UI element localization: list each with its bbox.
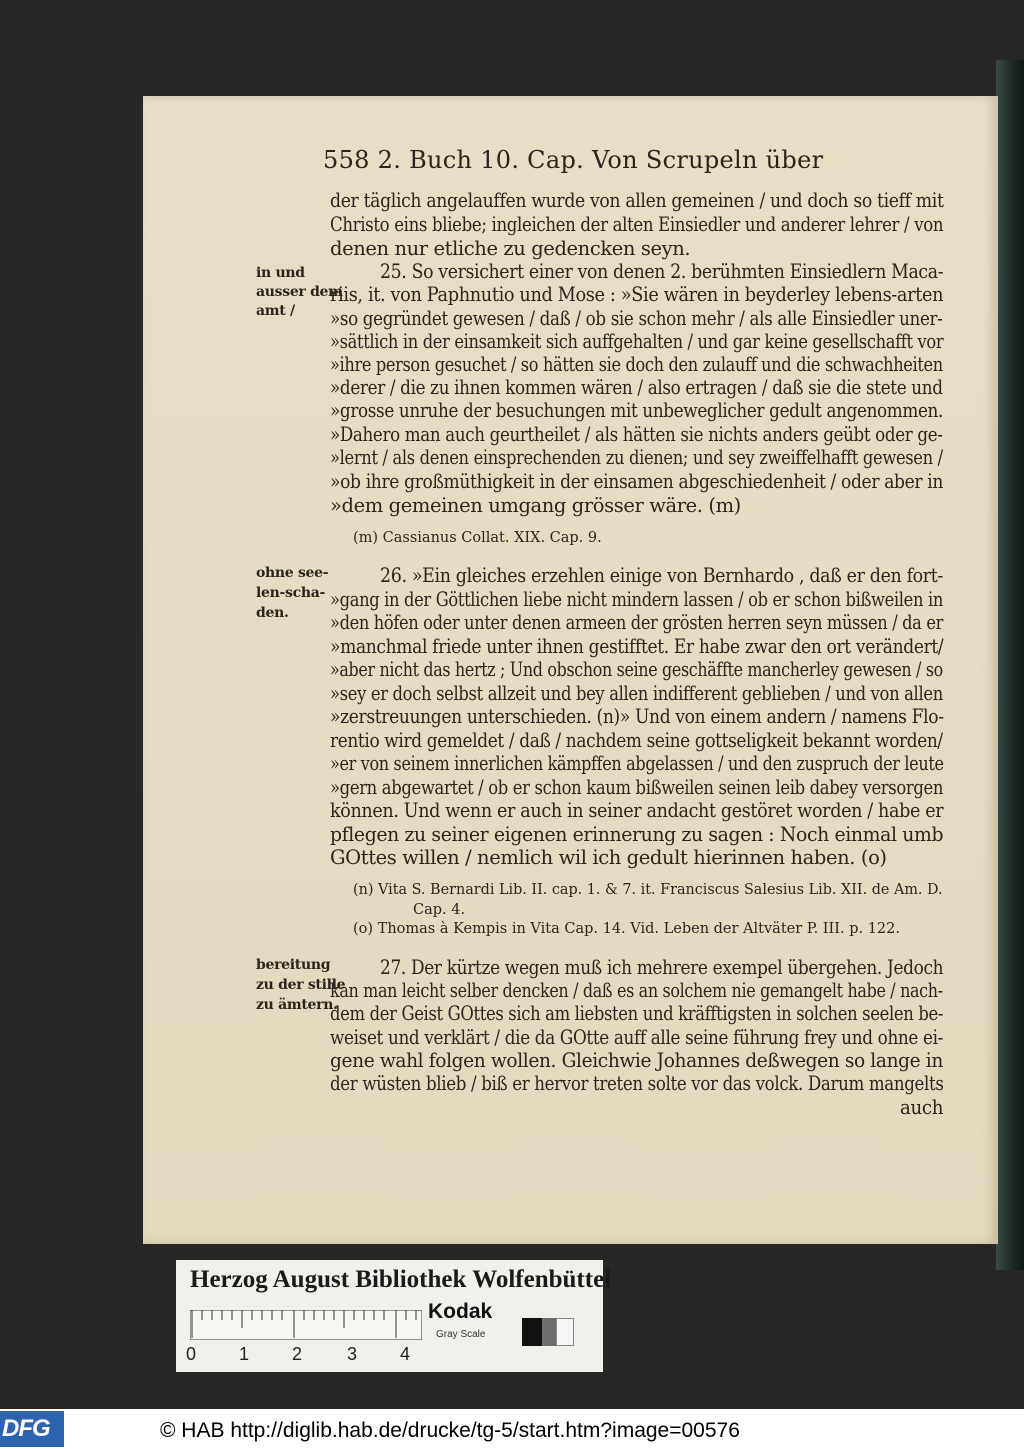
margin-note-line: len-scha- <box>256 585 325 601</box>
text-line: »er von seinem innerlichen kämpffen abgelassen / und den zuspruch der leute <box>330 752 944 775</box>
library-name: Herzog August Bibliothek Wolfenbüttel <box>190 1266 612 1293</box>
text-line: »gern abgewartet / ob er schon kaum bißweilen seinen leib dabey versorgen <box>330 776 944 799</box>
ruler-number: 1 <box>239 1344 250 1364</box>
dfg-logo-text: DFG <box>2 1415 50 1442</box>
margin-note-line: ausser dem <box>256 284 343 300</box>
text-line: rentio wird gemeldet / daß / nachdem seine gottseligkeit bekannt worden/ <box>330 729 943 752</box>
ruler-number: 2 <box>292 1344 303 1364</box>
text-line: »gang in der Göttlichen liebe nicht mindern lassen / ob er schon bißweilen in <box>330 588 944 611</box>
margin-note-line: bereitung <box>256 957 331 973</box>
text-line: kan man leicht selber dencken / daß es an solchem nie gemangelt habe / nach- <box>330 979 943 1002</box>
footnote-n: (n) Vita S. Bernardi Lib. II. cap. 1. & 7. it. Franciscus Salesius Lib. XII. de Am. D. <box>353 882 943 898</box>
catchword: auch <box>900 1096 944 1119</box>
text-line: dem der Geist GOttes sich am liebsten und kräfftigsten in solchen seelen be- <box>330 1002 944 1025</box>
margin-note-line: den. <box>256 605 289 621</box>
footnote-n-cont: Cap. 4. <box>413 902 466 918</box>
text-line: denen nur etliche zu gedencken seyn. <box>330 237 691 260</box>
ruler-number: 0 <box>186 1344 197 1364</box>
running-header: 558 2. Buch 10. Cap. Von Scrupeln über <box>323 146 824 174</box>
text-line: »sey er doch selbst allzeit und bey allen indifferent geblieben / und von allen <box>330 682 943 705</box>
kodak-brand: Kodak <box>428 1300 493 1323</box>
text-line: »den höfen oder unter denen armeen der grösten herren seyn müssen / da er <box>330 611 944 634</box>
text-line: GOttes willen / nemlich wil ich gedult hierinnen haben. (o) <box>330 846 887 869</box>
footnote-m: (m) Cassianus Collat. XIX. Cap. 9. <box>353 530 602 546</box>
text-line: können. Und wenn er auch in seiner andacht gestöret worden / habe er <box>330 799 944 822</box>
text-line: pflegen zu seiner eigenen erinnerung zu sagen : Noch einmal umb <box>330 823 944 846</box>
text-line: »grosse unruhe der besuchungen mit unbeweglicher gedult angenommen. <box>330 399 944 422</box>
text-line: »dem gemeinen umgang grösser wäre. (m) <box>330 494 741 517</box>
library-scale-card <box>176 1260 612 1372</box>
text-line: »ob ihre großmüthigkeit in der einsamen abgeschiedenheit / oder aber in <box>330 470 944 493</box>
gray-scale-label: Gray Scale <box>436 1329 486 1340</box>
margin-note-line: zu der stille <box>256 977 346 993</box>
text-line: »Dahero man auch geurtheilet / als hätten sie nichts anders geübt oder ge- <box>330 423 943 446</box>
text-line: »aber nicht das hertz ; Und obschon seine geschäffte mancherley gewesen / so <box>330 658 943 681</box>
text-line: gene wahl folgen wollen. Gleichwie Johannes deßwegen so lange in <box>330 1049 943 1072</box>
text-line: »sättlich in der einsamkeit sich auffgehalten / und gar keine gesellschafft vor <box>330 330 944 353</box>
footnote-o: (o) Thomas à Kempis in Vita Cap. 14. Vid. Leben der Altväter P. III. p. 122. <box>353 921 900 937</box>
source-credit: © HAB http://diglib.hab.de/drucke/tg-5/start.htm?image=00576 <box>160 1419 740 1442</box>
margin-note-line: zu ämtern. <box>256 997 338 1013</box>
text-line: »zerstreuungen unterschieden. (n)» Und von einem andern / namens Flo- <box>330 705 944 728</box>
text-line: Christo eins bliebe; ingleichen der alten Einsiedler und anderer lehrer / von <box>330 213 944 236</box>
text-line: »manchmal friede unter ihnen gestifftet. Er habe zwar den ort verändert/ <box>330 635 944 658</box>
text-line: »so gegründet gewesen / daß / ob sie schon mehr / als alle Einsiedler uner- <box>330 307 943 330</box>
text-line: »derer / die zu ihnen kommen wären / also ertragen / daß sie die stete und <box>330 376 943 399</box>
ruler-number: 3 <box>347 1344 358 1364</box>
ruler-scale-icon <box>190 1310 422 1340</box>
text-line: 25. So versichert einer von denen 2. berühmten Einsiedlern Maca- <box>380 260 944 283</box>
text-line: »ihre person gesuchet / so hätten sie doch den zulauff und die schwachheiten <box>330 353 943 376</box>
ruler-number: 4 <box>400 1344 411 1364</box>
text-line: der täglich angelauffen wurde von allen gemeinen / und doch so tieff mit <box>330 189 944 212</box>
adjacent-page-edge <box>996 60 1024 1270</box>
gray-patch-dark <box>542 1318 556 1346</box>
text-line: »lernt / als denen einsprechenden zu dienen; und sey zweiffelhafft gewesen / <box>330 446 943 469</box>
text-line: weiset und verklärt / die da GOtte auff alle seine führung frey und ohne ei- <box>330 1026 943 1049</box>
text-line: der wüsten blieb / biß er hervor treten solte vor das volck. Darum mangelts <box>330 1072 944 1095</box>
text-line: 26. »Ein gleiches erzehlen einige von Bernhardo , daß er den fort- <box>380 564 943 587</box>
margin-note-line: ohne see- <box>256 565 329 581</box>
dfg-logo <box>0 1411 64 1447</box>
margin-note-line: amt / <box>256 303 295 319</box>
text-line: riis, it. von Paphnutio und Mose : »Sie wären in beyderley lebens-arten <box>330 283 944 306</box>
gray-patch-light <box>556 1318 574 1346</box>
book-page <box>143 96 998 1244</box>
margin-note-line: in und <box>256 265 305 281</box>
gray-patch-black <box>522 1318 542 1346</box>
text-line: 27. Der kürtze wegen muß ich mehrere exempel übergehen. Jedoch <box>380 956 944 979</box>
